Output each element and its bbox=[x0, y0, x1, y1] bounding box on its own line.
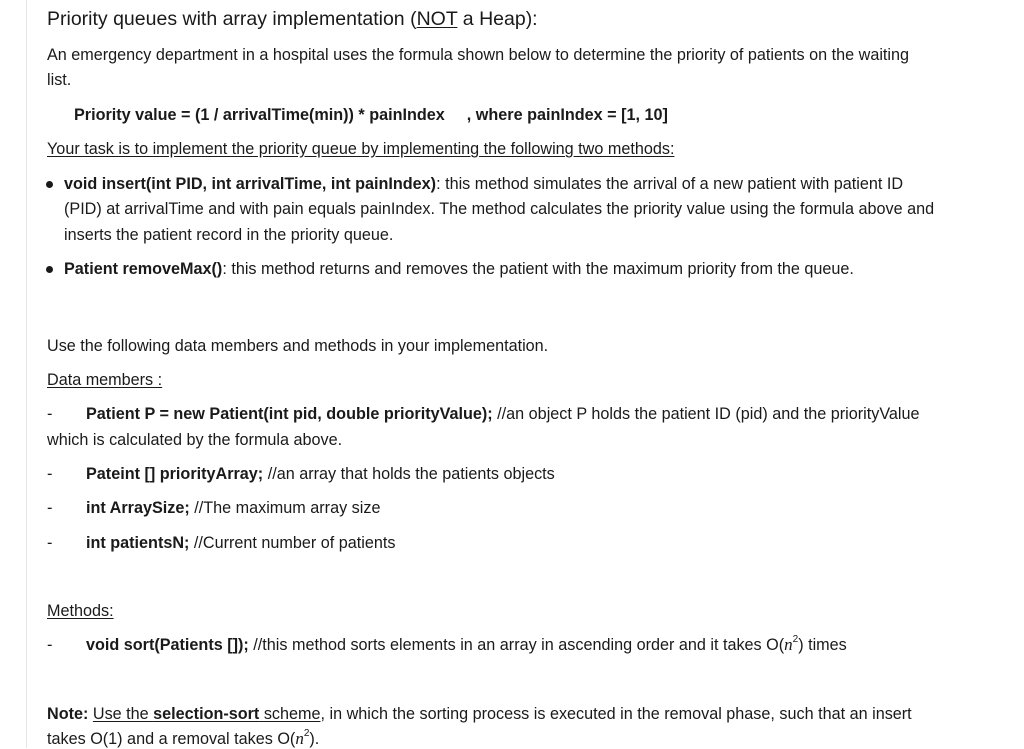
bullet-dot bbox=[46, 181, 53, 188]
data-member-patients-n: int patientsN; //Current number of patients bbox=[86, 534, 396, 552]
removemax-signature: Patient removeMax() bbox=[64, 260, 223, 278]
method-insert: void insert(int PID, int arrivalTime, int painIndex): this method simulates the arrival of a new patient with patient ID bbox=[64, 175, 904, 193]
data-members-heading: Data members : bbox=[47, 371, 163, 389]
dash-marker: - bbox=[47, 465, 53, 483]
note-line-2: takes O(1) and a removal takes $O(n^2)$. bbox=[47, 728, 320, 748]
dash-marker: - bbox=[47, 499, 53, 517]
method-removemax: Patient removeMax(): this method returns and removes the patient with the maximum priority from the queue. bbox=[64, 260, 854, 278]
method-insert-line-2: (PID) at arrivalTime and with pain equals painIndex. The method calculates the priority value using the formula above and bbox=[64, 200, 935, 218]
note: Note: Use the selection-sort scheme, in which the sorting process is executed in the removal phase, such that an insert bbox=[47, 705, 912, 723]
bullet-dot bbox=[46, 266, 53, 273]
note-underlined: Use the selection-sort scheme bbox=[92, 705, 321, 723]
task-statement: Your task is to implement the priority queue by implementing the following two methods: bbox=[47, 140, 675, 158]
dash-marker: - bbox=[47, 636, 53, 654]
not-emphasis: NOT bbox=[416, 8, 458, 30]
data-member-patient: Patient P = new Patient(int pid, double priorityValue); //an object P holds the patient ID (pid) and the priorityValue bbox=[86, 405, 920, 423]
use-following-text: Use the following data members and methods in your implementation. bbox=[47, 337, 549, 355]
formula-left: Priority value = (1 / arrivalTime(min)) * painIndex bbox=[74, 106, 445, 124]
data-member-array-size: int ArraySize; //The maximum array size bbox=[86, 499, 381, 517]
intro-line-2: list. bbox=[47, 71, 72, 89]
data-member-patient-cont: which is calculated by the formula above. bbox=[47, 431, 343, 449]
page-title: Priority queues with array implementation (NOT a Heap): bbox=[47, 8, 538, 30]
dash-marker: - bbox=[47, 534, 53, 552]
dash-marker: - bbox=[47, 405, 53, 423]
methods-heading: Methods: bbox=[47, 602, 114, 620]
data-member-priority-array: Pateint [] priorityArray; //an array that holds the patients objects bbox=[86, 465, 555, 483]
method-sort: void sort(Patients []); //this method sorts elements in an array in ascending order and it takes $O(n^2)$ times bbox=[86, 634, 847, 654]
method-insert-line-3: inserts the patient record in the priority queue. bbox=[64, 226, 394, 244]
insert-signature: void insert(int PID, int arrivalTime, int painIndex) bbox=[64, 175, 437, 193]
intro-line-1: An emergency department in a hospital uses the formula shown below to determine the priority of patients on the waiting bbox=[47, 46, 910, 64]
note-label: Note: bbox=[47, 705, 89, 723]
formula-right: , where painIndex = [1, 10] bbox=[466, 106, 668, 124]
formula bbox=[74, 105, 668, 125]
